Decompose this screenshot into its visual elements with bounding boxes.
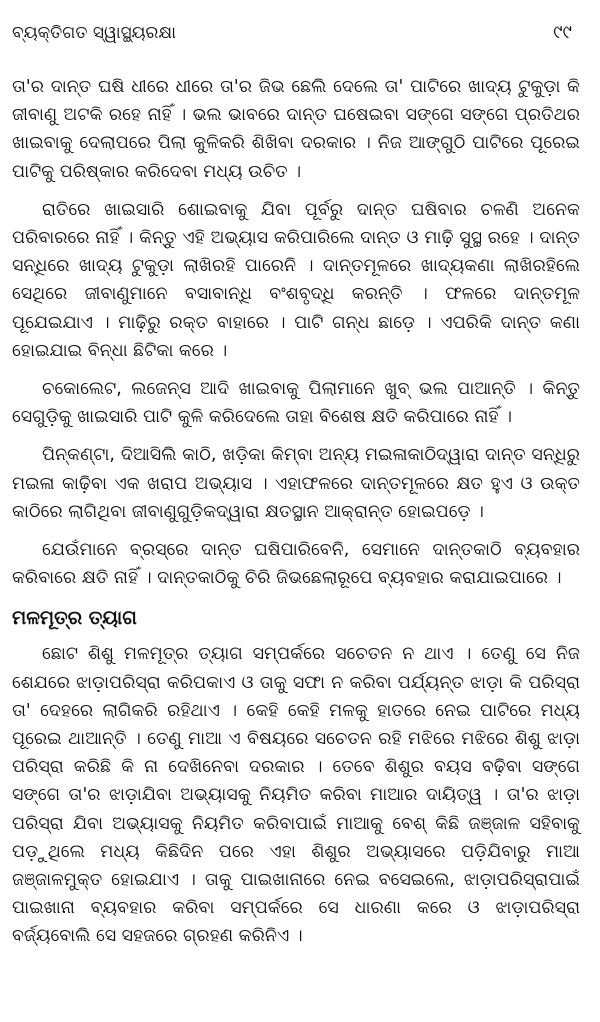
- running-title: ବ୍ୟକ୍ତିଗତ ସ୍ୱାସ୍ଥ୍ୟରକ୍ଷା: [12, 23, 177, 43]
- paragraph-6: ଛୋଟ ଶିଶୁ ମଳମୂତ୍ର ତ୍ୟାଗ ସମ୍ପର୍କରେ ସଚେତନ ନ ଥାଏ । ତେଣୁ ସେ ନିଜ ଶେଯରେ ଝାଡ଼ାପରିସ୍ରା କରିପକାଏ ଓ ତାକୁ ସଫା ନ କରିବା ପର୍ଯ୍ୟନ୍ତ ଝାଡ଼ା କି ପରିସ୍ରା ତା' ଦେହରେ ଲାଗିକରି ରହିଥାଏ । କେହି କେହି ମଳକୁ ହାତରେ ନେଇ ପାଟିରେ ମଧ୍ୟ ପୂରେଇ ଥାଆନ୍ତି । ତେଣୁ ମାଆ ଏ ବିଷୟରେ ସଚେତନ ରହି ମଝିରେ ମଝିରେ ଶିଶୁ ଝାଡ଼ା ପରିସ୍ରା କରିଛି କି ନା ଦେଖିନେବା ଦରକାର । ତେବେ ଶିଶୁର ବୟସ ବଢ଼ିବା ସଙ୍ଗେ ସଙ୍ଗେ ତା'ର ଝାଡ଼ାଯିବା ଅଭ୍ୟାସକୁ ନିୟମିତ କରିବା ମାଆର ଦାୟିତ୍ୱ । ତା'ର ଝାଡ଼ା ପରିସ୍ରା ଯିବା ଅଭ୍ୟାସକୁ ନିୟମିତ କରିବାପାଇଁ ମାଆକୁ ବେଶ୍ କିଛି ଜଞ୍ଜାଳ ସହିବାକୁ ପଡ଼ୁଥିଲେ ମଧ୍ୟ କିଛିଦିନ ପରେ ଏହା ଶିଶୁର ଅଭ୍ୟାସରେ ପଡ଼ିଯିବାରୁ ମାଆ ଜଞ୍ଜାଳମୁକ୍ତ ହୋଇଯାଏ । ତାକୁ ପାଇଖାନାରେ ନେଇ ବସେଇଲେ, ଝାଡ଼ାପରିସ୍ରାପାଇଁ ପାଇଖାନା ବ୍ୟବହାର କରିବା ସମ୍ପର୍କରେ ସେ ଧାରଣା କରେ ଓ ଝାଡ଼ାପରିସ୍ରା ବର୍ଜ୍ୟବୋଲି ସେ ସହଜରେ ଗ୍ରହଣ କରିନିଏ ।: [12, 644, 580, 947]
- section-heading: ମଳମୂତ୍ର ତ୍ୟାଗ: [12, 607, 137, 630]
- paragraph-3: ଚକୋଲେଟ, ଲଜେନ୍ସ ଆଦି ଖାଇବାକୁ ପିଲାମାନେ ଖୁବ୍ ଭଲ ପାଆନ୍ତି । କିନ୍ତୁ ସେଗୁଡ଼ିକୁ ଖାଇସାରି ପାଟି କୁଳି କରିଦେଲେ ତାହା ବିଶେଷ କ୍ଷତି କରିପାରେ ନାହିଁ ।: [12, 379, 580, 428]
- running-header: [12, 22, 580, 43]
- paragraph-5: ଯେଉଁମାନେ ବ୍ରସ୍‌ରେ ଦାନ୍ତ ଘଷିପାରିବେନି, ସେମାନେ ଦାନ୍ତକାଠି ବ୍ୟବହାର କରିବାରେ କ୍ଷତି ନାହିଁ । ଦାନ୍ତକାଠିକୁ ଚିରି ଜିଭଛେଲାରୂପେ ବ୍ୟବହାର କରାଯାଇପାରେ ।: [12, 540, 580, 589]
- paragraph-2: ରାତିରେ ଖାଇସାରି ଶୋଇବାକୁ ଯିବା ପୂର୍ବରୁ ଦାନ୍ତ ଘଷିବାର ଚଳଣି ଅନେକ ପରିବାରରେ ନାହିଁ । କିନ୍ତୁ ଏହି ଅଭ୍ୟାସ କରିପାରିଲେ ଦାନ୍ତ ଓ ମାଢ଼ି ସୁସ୍ଥ ରହେ । ଦାନ୍ତ ସନ୍ଧିରେ ଖାଦ୍ୟ ଟୁକୁଡ଼ା ଲାଖିରହି ପାରେନି । ଦାନ୍ତମୂଳରେ ଖାଦ୍ୟକଣା ଲାଖିରହିଲେ ସେଥିରେ ଜୀବାଣୁମାନେ ବସାବାନ୍ଧି ବଂଶବୃଦ୍ଧି କରନ୍ତି । ଫଳରେ ଦାନ୍ତମୂଳ ପୂଯେଇଯାଏ । ମାଢ଼ିରୁ ରକ୍ତ ବାହାରେ । ପାଟି ଗନ୍ଧ ଛାଡ଼େ । ଏପରିକି ଦାନ୍ତ କଣା ହୋଇଯାଇ ବିନ୍ଧା ଛିଟିକା କରେ ।: [12, 199, 580, 361]
- paragraph-4: ପିନ୍‌କଣ୍ଟା, ଦିଆସିଲି କାଠି, ଖଡ଼ିକା କିମ୍ବା ଅନ୍ୟ ମଇଳାକାଠିଦ୍ୱାରା ଦାନ୍ତ ସନ୍ଧିରୁ ମଇଳା କାଢ଼ିବା ଏକ ଖରାପ ଅଭ୍ୟାସ । ଏହାଫଳରେ ଦାନ୍ତମୂଳରେ କ୍ଷତ ହୁଏ ଓ ଉକ୍ତ କାଠିରେ ଲାଗିଥିବା ଜୀବାଣୁଗୁଡ଼ିକଦ୍ୱାରା କ୍ଷତସ୍ଥାନ ଆକ୍ରାନ୍ତ ହୋଇପଡ଼େ ।: [12, 445, 580, 522]
- page-number: ୯୯: [553, 21, 572, 43]
- paragraph-1: ତା'ର ଦାନ୍ତ ଘଷି ଧୀରେ ଧୀରେ ତା'ର ଜିଭ ଛେଲି ଦେଲେ ତା' ପାଟିରେ ଖାଦ୍ୟ ଟୁକୁଡ଼ା କି ଜୀବାଣୁ ଅଟକି ରହେ ନାହିଁ । ଭଲ ଭାବରେ ଦାନ୍ତ ଘଷେଇବା ସଙ୍ଗେ ସଙ୍ଗେ ପ୍ରତିଥର ଖାଇବାକୁ ଦେଲାପରେ ପିଲା କୁଳିକରି ଶିଖିବା ଦରକାର । ନିଜ ଆଙ୍ଗୁଠି ପାଟିରେ ପୂରେଇ ପାଟିକୁ ପରିଷ୍କାର କରିଦେବା ମଧ୍ୟ ଉଚିତ ।: [12, 77, 580, 182]
